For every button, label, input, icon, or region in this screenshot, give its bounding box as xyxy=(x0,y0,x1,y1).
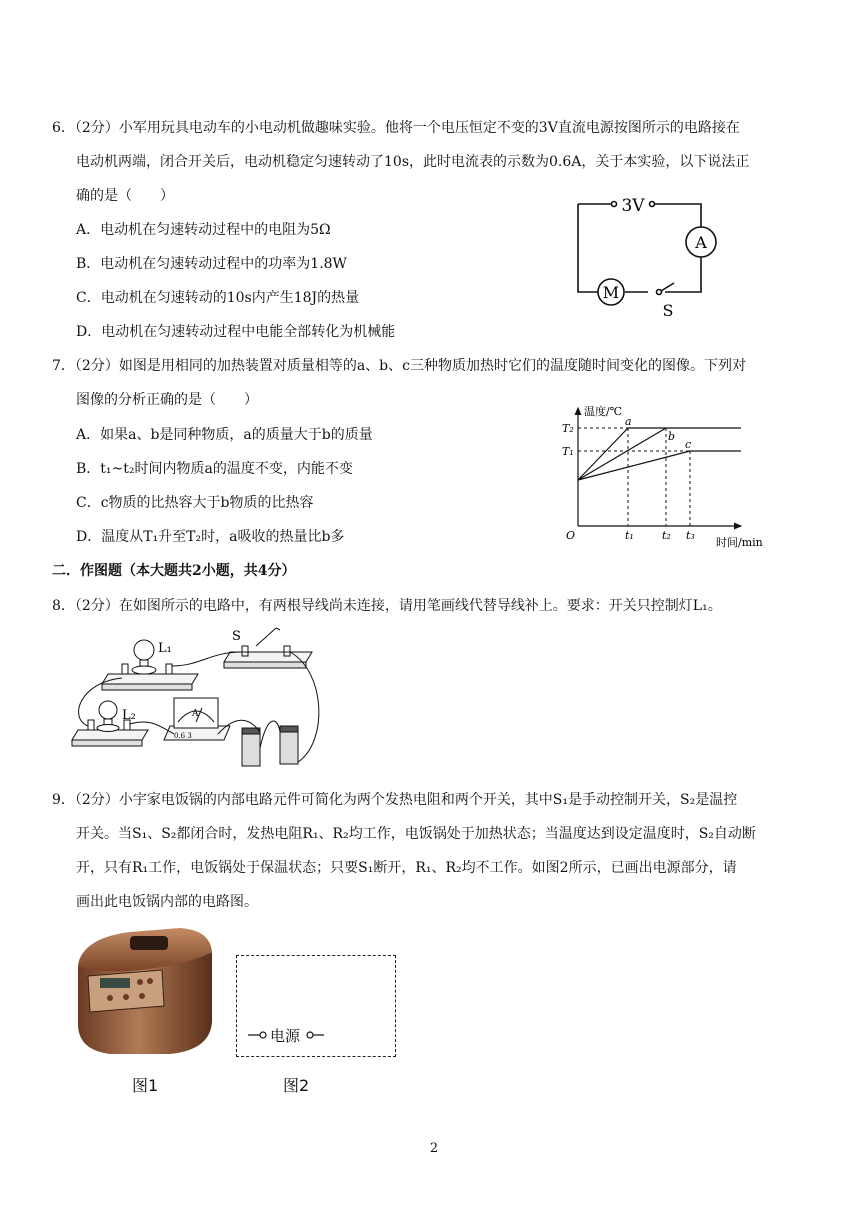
q6-motor-label: M xyxy=(602,283,620,302)
q7-y-axis-label: 温度/℃ xyxy=(584,405,623,418)
fig2-caption: 图2 xyxy=(283,1076,310,1095)
q7-xtick-t1: t₁ xyxy=(625,529,634,542)
q7-option-b: B．t₁~t₂时间内物质a的温度不变，内能不变 xyxy=(76,461,353,477)
q7-ytick-t1: T₁ xyxy=(562,445,574,458)
q6-line-2: 电动机两端，闭合开关后，电动机稳定匀速转动了10s，此时电流表的示数为0.6A，关于本实验，以下说法正 xyxy=(76,154,750,170)
q7-option-a: A．如果a、b是同种物质，a的质量大于b的质量 xyxy=(76,427,373,443)
q7-option-d: D．温度从T₁升至T₂时，a吸收的热量比b多 xyxy=(76,529,345,545)
q8-circuit-illustration xyxy=(70,622,332,772)
q8-ammeter-scale: 0.6 3 xyxy=(174,732,192,740)
q8-switch-label: S xyxy=(232,629,241,644)
q7-curve-b-label: b xyxy=(668,430,676,443)
q7-line-1: 7．（2分）如图是用相同的加热装置对质量相等的a、b、c三种物质加热时它们的温度随时间变化的图像。下列对 xyxy=(52,358,746,374)
q8-l1-label: L₁ xyxy=(158,641,172,656)
q7-xtick-t3: t₃ xyxy=(686,529,695,542)
q6-circuit-diagram xyxy=(570,192,730,322)
q8-l2-label: L₂ xyxy=(122,708,136,723)
section-heading: 二．作图题（本大题共2小题，共4分） xyxy=(52,563,296,579)
q9-line-1: 9．（2分）小宇家电饭锅的内部电路元件可简化为两个发热电阻和两个开关，其中S₁是手动控制开关，S₂是温控 xyxy=(52,792,738,808)
q7-option-c: C．c物质的比热容大于b物质的比热容 xyxy=(76,495,314,511)
q6-switch-label: S xyxy=(662,301,674,320)
q6-option-c: C．电动机在匀速转动的10s内产生18J的热量 xyxy=(76,290,360,306)
q9-line-2: 开关。当S₁、S₂都闭合时，发热电阻R₁、R₂均工作，电饭锅处于加热状态；当温度达到设定温度时，S₂自动断 xyxy=(76,826,756,842)
q7-temperature-graph xyxy=(556,400,774,550)
q6-ammeter-label: A xyxy=(695,233,707,252)
q6-option-a: A．电动机在匀速转动过程中的电阻为5Ω xyxy=(76,222,331,238)
q8-ammeter-label: A xyxy=(192,709,199,719)
q6-option-d: D．电动机在匀速转动过程中电能全部转化为机械能 xyxy=(76,324,396,340)
q8-line: 8．（2分）在如图所示的电路中，有两根导线尚未连接，请用笔画线代替导线补上。要求：开关只控制灯L₁。 xyxy=(52,598,722,614)
fig1-caption: 图1 xyxy=(132,1076,159,1095)
q7-x-axis-label: 时间/min xyxy=(716,536,763,549)
q7-ytick-t2: T₂ xyxy=(562,422,574,435)
q7-curve-c-label: c xyxy=(685,438,692,451)
q7-line-2: 图像的分析正确的是（ ） xyxy=(76,392,258,408)
q6-line-1: 6．（2分）小军用玩具电动车的小电动机做趣味实验。他将一个电压恒定不变的3V直流电源按图所示的电路接在 xyxy=(52,120,740,136)
q6-source-label: 3V xyxy=(621,196,645,216)
q7-xtick-t2: t₂ xyxy=(662,529,671,542)
q7-origin-label: O xyxy=(566,529,576,542)
power-source-label: 电源 xyxy=(270,1027,301,1045)
q7-curve-a-label: a xyxy=(625,415,632,428)
q6-option-b: B．电动机在匀速转动过程中的功率为1.8W xyxy=(76,256,347,272)
rice-cooker-image xyxy=(70,920,220,1060)
page-number: 2 xyxy=(429,1141,439,1156)
q6-line-3: 确的是（ ） xyxy=(76,188,174,204)
q9-line-4: 画出此电饭锅内部的电路图。 xyxy=(76,894,258,910)
q9-line-3: 开，只有R₁工作，电饭锅处于保温状态；只要S₁断开，R₁、R₂均不工作。如图2所示，已画出电源部分，请 xyxy=(76,860,737,876)
